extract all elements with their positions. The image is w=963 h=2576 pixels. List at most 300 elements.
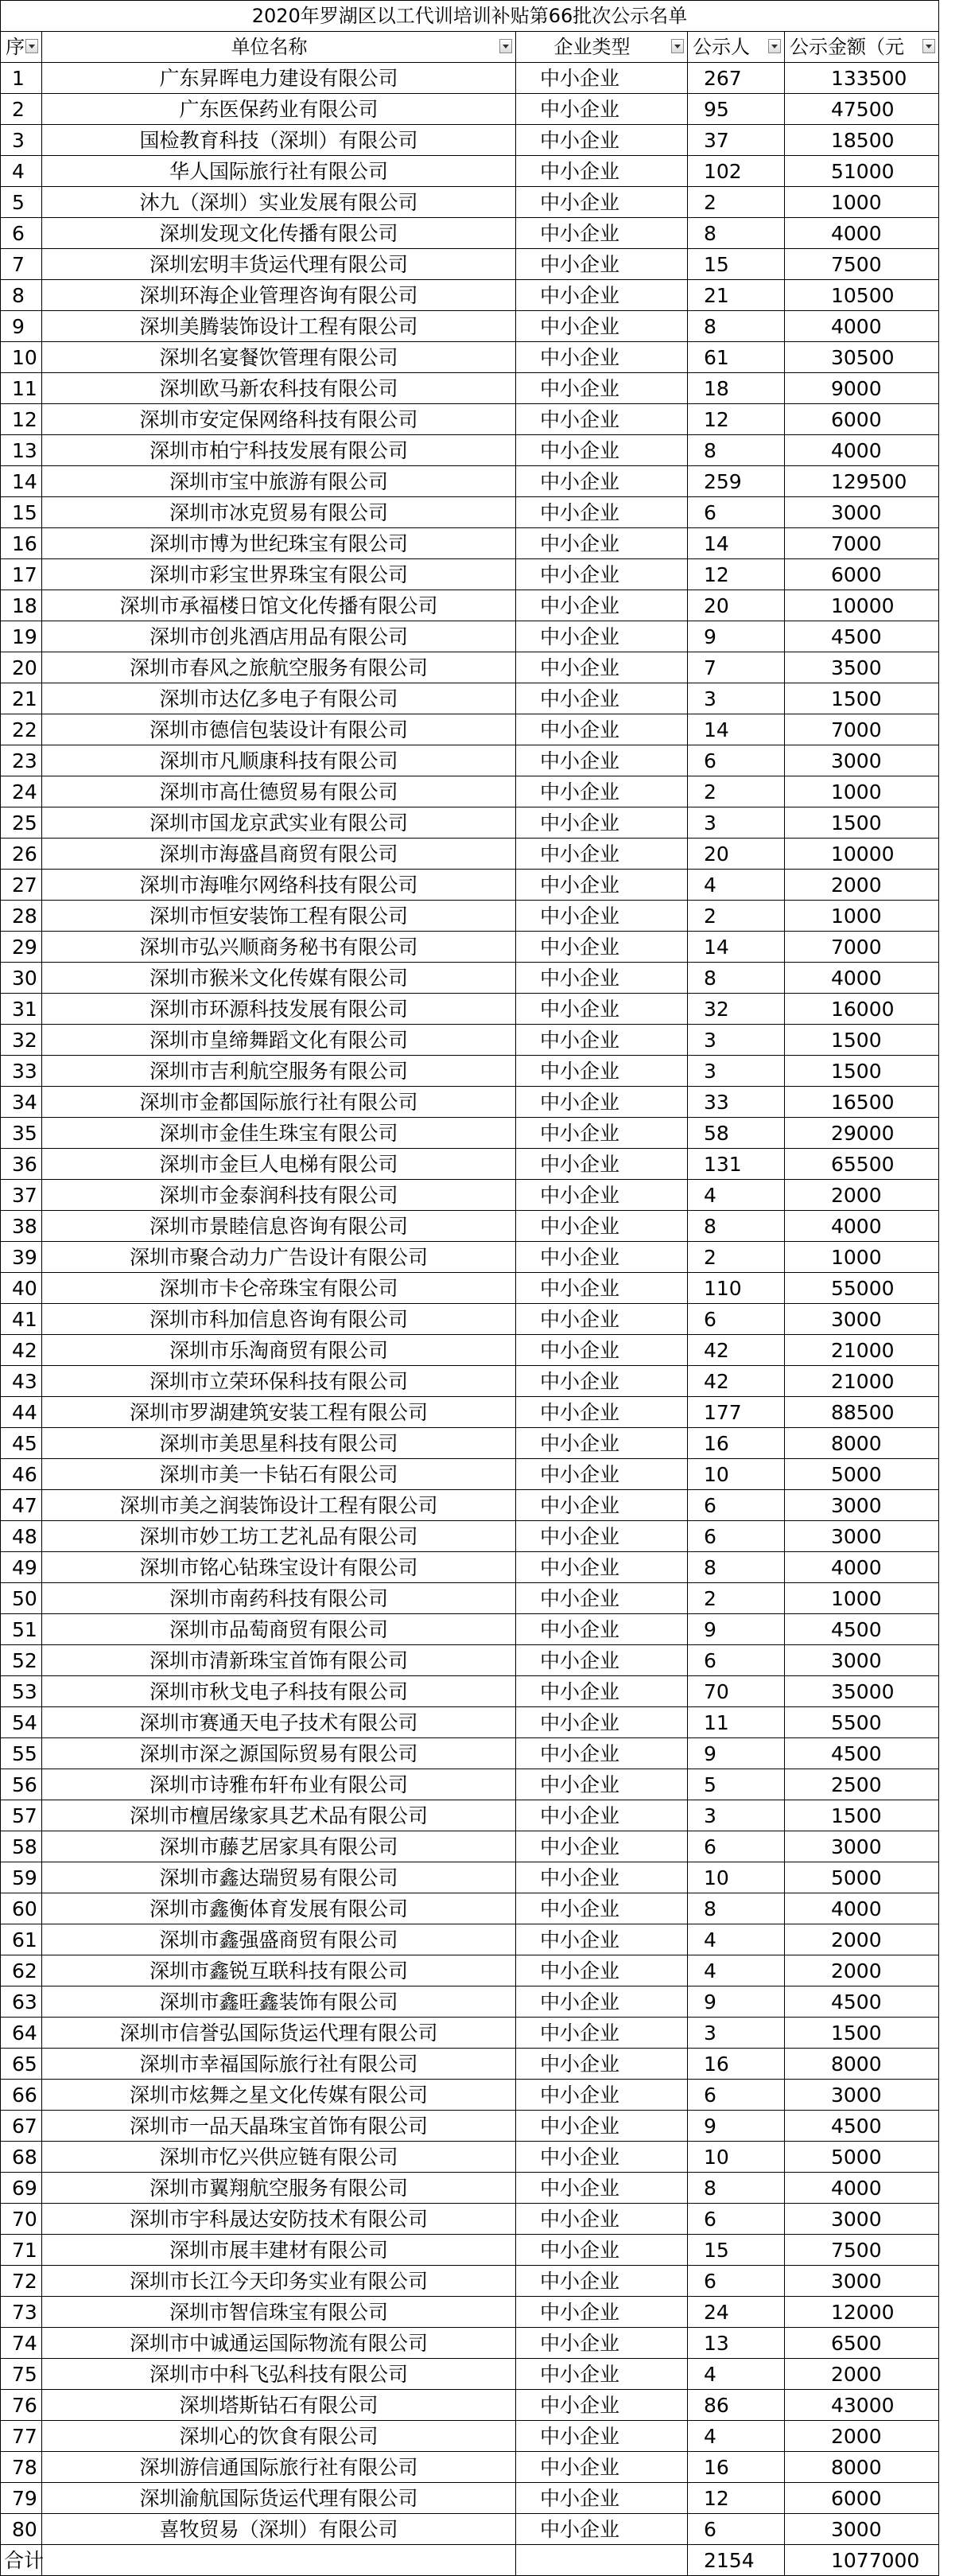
sheet-title: 2020年罗湖区以工代训培训补贴第66批次公示名单	[1, 1, 939, 32]
cell-amount: 6000	[785, 559, 939, 590]
cell-company-name: 深圳市立荣环保科技有限公司	[42, 1366, 516, 1397]
cell-amount: 5500	[785, 1707, 939, 1738]
cell-enterprise-type: 中小企业	[516, 1242, 688, 1273]
total-headcount: 2154	[688, 2545, 785, 2576]
cell-headcount: 6	[688, 497, 785, 528]
cell-company-name: 深圳市忆兴供应链有限公司	[42, 2142, 516, 2173]
cell-headcount: 177	[688, 1397, 785, 1428]
cell-amount: 1000	[785, 1242, 939, 1273]
cell-company-name: 深圳市智信珠宝有限公司	[42, 2297, 516, 2328]
cell-headcount: 4	[688, 1924, 785, 1955]
cell-amount: 2500	[785, 1769, 939, 1800]
table-row	[1, 1056, 939, 1087]
table-row	[1, 1335, 939, 1366]
cell-amount: 1000	[785, 1583, 939, 1614]
cell-enterprise-type: 中小企业	[516, 1924, 688, 1955]
table-row	[1, 1180, 939, 1211]
cell-index: 77	[1, 2421, 42, 2452]
cell-company-name: 深圳市卡仑帝珠宝有限公司	[42, 1273, 516, 1304]
cell-headcount: 6	[688, 1521, 785, 1552]
cell-enterprise-type: 中小企业	[516, 932, 688, 963]
cell-enterprise-type: 中小企业	[516, 1118, 688, 1149]
cell-headcount: 267	[688, 63, 785, 94]
cell-company-name: 深圳市彩宝世界珠宝有限公司	[42, 559, 516, 590]
cell-amount: 47500	[785, 94, 939, 125]
cell-headcount: 110	[688, 1273, 785, 1304]
cell-index: 14	[1, 466, 42, 497]
cell-amount: 2000	[785, 1924, 939, 1955]
cell-headcount: 8	[688, 218, 785, 249]
cell-company-name: 深圳市乐淘商贸有限公司	[42, 1335, 516, 1366]
cell-amount: 30500	[785, 342, 939, 373]
cell-company-name: 深圳发现文化传播有限公司	[42, 218, 516, 249]
cell-enterprise-type: 中小企业	[516, 1583, 688, 1614]
cell-index: 3	[1, 125, 42, 156]
cell-company-name: 深圳市金巨人电梯有限公司	[42, 1149, 516, 1180]
cell-index: 49	[1, 1552, 42, 1583]
cell-amount: 3000	[785, 1645, 939, 1676]
cell-enterprise-type: 中小企业	[516, 1428, 688, 1459]
cell-index: 9	[1, 311, 42, 342]
cell-company-name: 深圳市美思星科技有限公司	[42, 1428, 516, 1459]
filter-dropdown-icon[interactable]	[768, 39, 781, 53]
cell-headcount: 6	[688, 1645, 785, 1676]
cell-enterprise-type: 中小企业	[516, 2483, 688, 2514]
header-index	[1, 32, 42, 63]
table-row	[1, 1924, 939, 1955]
cell-amount: 1500	[785, 683, 939, 714]
cell-headcount: 131	[688, 1149, 785, 1180]
cell-headcount: 6	[688, 1490, 785, 1521]
cell-enterprise-type: 中小企业	[516, 1273, 688, 1304]
cell-index: 40	[1, 1273, 42, 1304]
cell-company-name: 深圳塔斯钻石有限公司	[42, 2390, 516, 2421]
cell-amount: 5000	[785, 2142, 939, 2173]
cell-enterprise-type: 中小企业	[516, 1707, 688, 1738]
cell-amount: 1500	[785, 807, 939, 839]
cell-headcount: 10	[688, 2142, 785, 2173]
cell-amount: 88500	[785, 1397, 939, 1428]
total-empty-cell	[516, 2545, 688, 2576]
filter-dropdown-icon[interactable]	[25, 39, 38, 53]
cell-company-name: 深圳市金泰润科技有限公司	[42, 1180, 516, 1211]
cell-headcount: 4	[688, 870, 785, 901]
cell-company-name: 喜牧贸易（深圳）有限公司	[42, 2514, 516, 2545]
cell-headcount: 18	[688, 373, 785, 404]
cell-company-name: 深圳市妙工坊工艺礼品有限公司	[42, 1521, 516, 1552]
cell-enterprise-type: 中小企业	[516, 621, 688, 652]
table-row	[1, 1955, 939, 1986]
cell-company-name: 深圳市鑫锐互联科技有限公司	[42, 1955, 516, 1986]
cell-company-name: 深圳市春风之旅航空服务有限公司	[42, 652, 516, 683]
table-row	[1, 342, 939, 373]
cell-headcount: 3	[688, 1800, 785, 1831]
cell-index: 62	[1, 1955, 42, 1986]
cell-company-name: 深圳市檀居缘家具艺术品有限公司	[42, 1800, 516, 1831]
cell-amount: 1500	[785, 1056, 939, 1087]
cell-index: 52	[1, 1645, 42, 1676]
table-row	[1, 466, 939, 497]
cell-company-name: 深圳市鑫旺鑫装饰有限公司	[42, 1986, 516, 2018]
cell-headcount: 3	[688, 1025, 785, 1056]
cell-enterprise-type: 中小企业	[516, 1211, 688, 1242]
cell-headcount: 14	[688, 714, 785, 745]
cell-headcount: 4	[688, 1955, 785, 1986]
cell-enterprise-type: 中小企业	[516, 2297, 688, 2328]
table-row	[1, 1738, 939, 1769]
cell-index: 64	[1, 2018, 42, 2049]
cell-amount: 4000	[785, 2173, 939, 2204]
cell-index: 41	[1, 1304, 42, 1335]
cell-headcount: 3	[688, 2018, 785, 2049]
cell-enterprise-type: 中小企业	[516, 1180, 688, 1211]
cell-company-name: 深圳欧马新农科技有限公司	[42, 373, 516, 404]
cell-amount: 3000	[785, 2204, 939, 2235]
table-row	[1, 1025, 939, 1056]
cell-headcount: 20	[688, 839, 785, 870]
cell-company-name: 深圳宏明丰货运代理有限公司	[42, 249, 516, 280]
cell-company-name: 深圳市达亿多电子有限公司	[42, 683, 516, 714]
table-row	[1, 776, 939, 807]
cell-index: 35	[1, 1118, 42, 1149]
cell-index: 15	[1, 497, 42, 528]
table-row	[1, 590, 939, 621]
cell-headcount: 3	[688, 1056, 785, 1087]
cell-amount: 4500	[785, 1986, 939, 2018]
cell-company-name: 华人国际旅行社有限公司	[42, 156, 516, 187]
cell-index: 20	[1, 652, 42, 683]
cell-amount: 35000	[785, 1676, 939, 1707]
cell-index: 12	[1, 404, 42, 435]
cell-enterprise-type: 中小企业	[516, 2173, 688, 2204]
cell-company-name: 深圳市幸福国际旅行社有限公司	[42, 2049, 516, 2080]
cell-headcount: 2	[688, 776, 785, 807]
cell-index: 23	[1, 745, 42, 776]
cell-enterprise-type: 中小企业	[516, 1397, 688, 1428]
cell-index: 44	[1, 1397, 42, 1428]
cell-headcount: 37	[688, 125, 785, 156]
cell-amount: 3000	[785, 2080, 939, 2111]
table-row	[1, 2080, 939, 2111]
cell-company-name: 深圳美腾装饰设计工程有限公司	[42, 311, 516, 342]
table-row	[1, 1366, 939, 1397]
table-row	[1, 1211, 939, 1242]
cell-enterprise-type: 中小企业	[516, 280, 688, 311]
cell-enterprise-type: 中小企业	[516, 2049, 688, 2080]
cell-enterprise-type: 中小企业	[516, 590, 688, 621]
cell-headcount: 21	[688, 280, 785, 311]
cell-index: 80	[1, 2514, 42, 2545]
cell-index: 57	[1, 1800, 42, 1831]
cell-company-name: 深圳市美一卡钻石有限公司	[42, 1459, 516, 1490]
cell-headcount: 3	[688, 683, 785, 714]
cell-enterprise-type: 中小企业	[516, 218, 688, 249]
table-row	[1, 1118, 939, 1149]
cell-headcount: 9	[688, 1986, 785, 2018]
table-row	[1, 373, 939, 404]
cell-index: 69	[1, 2173, 42, 2204]
cell-index: 66	[1, 2080, 42, 2111]
cell-company-name: 深圳市深之源国际贸易有限公司	[42, 1738, 516, 1769]
filter-dropdown-icon[interactable]	[922, 39, 935, 53]
cell-index: 25	[1, 807, 42, 839]
total-empty-cell	[42, 2545, 516, 2576]
table-row	[1, 1397, 939, 1428]
cell-headcount: 4	[688, 2359, 785, 2390]
cell-headcount: 2	[688, 1583, 785, 1614]
cell-enterprise-type: 中小企业	[516, 2142, 688, 2173]
cell-index: 75	[1, 2359, 42, 2390]
cell-amount: 12000	[785, 2297, 939, 2328]
cell-amount: 10000	[785, 839, 939, 870]
table-row	[1, 2297, 939, 2328]
cell-amount: 2000	[785, 1955, 939, 1986]
cell-company-name: 深圳市中诚通运国际物流有限公司	[42, 2328, 516, 2359]
cell-amount: 3000	[785, 2514, 939, 2545]
cell-company-name: 深圳市美之润装饰设计工程有限公司	[42, 1490, 516, 1521]
cell-index: 18	[1, 590, 42, 621]
cell-company-name: 深圳市信誉弘国际货运代理有限公司	[42, 2018, 516, 2049]
cell-headcount: 12	[688, 559, 785, 590]
cell-enterprise-type: 中小企业	[516, 1335, 688, 1366]
cell-amount: 3000	[785, 497, 939, 528]
cell-index: 6	[1, 218, 42, 249]
cell-amount: 3000	[785, 1521, 939, 1552]
cell-headcount: 9	[688, 621, 785, 652]
cell-amount: 1500	[785, 1800, 939, 1831]
table-row	[1, 1242, 939, 1273]
cell-enterprise-type: 中小企业	[516, 2080, 688, 2111]
cell-index: 8	[1, 280, 42, 311]
cell-index: 27	[1, 870, 42, 901]
cell-enterprise-type: 中小企业	[516, 1831, 688, 1862]
cell-company-name: 深圳市恒安装饰工程有限公司	[42, 901, 516, 932]
cell-index: 30	[1, 963, 42, 994]
table-row	[1, 1707, 939, 1738]
cell-company-name: 沐九（深圳）实业发展有限公司	[42, 187, 516, 218]
cell-enterprise-type: 中小企业	[516, 373, 688, 404]
header-type-label: 企业类型	[553, 35, 631, 58]
cell-enterprise-type: 中小企业	[516, 2514, 688, 2545]
cell-headcount: 8	[688, 1552, 785, 1583]
cell-amount: 1000	[785, 901, 939, 932]
cell-enterprise-type: 中小企业	[516, 2359, 688, 2390]
cell-index: 46	[1, 1459, 42, 1490]
table-row	[1, 249, 939, 280]
table-row	[1, 2018, 939, 2049]
cell-company-name: 深圳市长江今天印务实业有限公司	[42, 2266, 516, 2297]
cell-company-name: 深圳市品萄商贸有限公司	[42, 1614, 516, 1645]
cell-index: 70	[1, 2204, 42, 2235]
cell-amount: 55000	[785, 1273, 939, 1304]
table-row	[1, 2173, 939, 2204]
cell-headcount: 2	[688, 1242, 785, 1273]
cell-index: 2	[1, 94, 42, 125]
total-row	[1, 2545, 939, 2576]
cell-headcount: 10	[688, 1862, 785, 1893]
table-row	[1, 218, 939, 249]
table-row	[1, 2390, 939, 2421]
cell-company-name: 深圳环海企业管理咨询有限公司	[42, 280, 516, 311]
cell-company-name: 深圳渝航国际货运代理有限公司	[42, 2483, 516, 2514]
table-row	[1, 1862, 939, 1893]
cell-amount: 2000	[785, 2359, 939, 2390]
table-row	[1, 2111, 939, 2142]
cell-headcount: 16	[688, 1428, 785, 1459]
table-row	[1, 1986, 939, 2018]
cell-company-name: 深圳市翼翔航空服务有限公司	[42, 2173, 516, 2204]
table-row	[1, 1428, 939, 1459]
cell-enterprise-type: 中小企业	[516, 870, 688, 901]
cell-index: 79	[1, 2483, 42, 2514]
cell-index: 53	[1, 1676, 42, 1707]
cell-company-name: 深圳市吉利航空服务有限公司	[42, 1056, 516, 1087]
cell-company-name: 深圳市赛通天电子技术有限公司	[42, 1707, 516, 1738]
table-row	[1, 1459, 939, 1490]
cell-enterprise-type: 中小企业	[516, 528, 688, 559]
cell-amount: 1500	[785, 1025, 939, 1056]
cell-enterprise-type: 中小企业	[516, 1025, 688, 1056]
cell-index: 11	[1, 373, 42, 404]
table-row	[1, 2483, 939, 2514]
cell-amount: 133500	[785, 63, 939, 94]
cell-index: 59	[1, 1862, 42, 1893]
cell-enterprise-type: 中小企业	[516, 1490, 688, 1521]
cell-company-name: 深圳市安定保网络科技有限公司	[42, 404, 516, 435]
cell-headcount: 6	[688, 2514, 785, 2545]
cell-enterprise-type: 中小企业	[516, 1521, 688, 1552]
cell-headcount: 259	[688, 466, 785, 497]
cell-amount: 3000	[785, 1490, 939, 1521]
filter-dropdown-icon[interactable]	[499, 39, 512, 53]
header-index-label: 序	[6, 35, 25, 58]
cell-headcount: 7	[688, 652, 785, 683]
cell-company-name: 深圳市展丰建材有限公司	[42, 2235, 516, 2266]
cell-company-name: 深圳市弘兴顺商务秘书有限公司	[42, 932, 516, 963]
cell-headcount: 6	[688, 2266, 785, 2297]
cell-index: 31	[1, 994, 42, 1025]
table-row	[1, 1087, 939, 1118]
total-amount: 1077000	[785, 2545, 939, 2576]
cell-index: 29	[1, 932, 42, 963]
filter-dropdown-icon[interactable]	[671, 39, 684, 53]
cell-company-name: 深圳市一品天晶珠宝首饰有限公司	[42, 2111, 516, 2142]
cell-headcount: 42	[688, 1366, 785, 1397]
cell-company-name: 深圳市秋戈电子科技有限公司	[42, 1676, 516, 1707]
cell-headcount: 8	[688, 2173, 785, 2204]
cell-index: 36	[1, 1149, 42, 1180]
cell-enterprise-type: 中小企业	[516, 714, 688, 745]
cell-company-name: 国检教育科技（深圳）有限公司	[42, 125, 516, 156]
cell-index: 22	[1, 714, 42, 745]
cell-enterprise-type: 中小企业	[516, 1800, 688, 1831]
table-row	[1, 404, 939, 435]
cell-enterprise-type: 中小企业	[516, 249, 688, 280]
cell-headcount: 2	[688, 901, 785, 932]
cell-enterprise-type: 中小企业	[516, 1986, 688, 2018]
cell-headcount: 4	[688, 1180, 785, 1211]
cell-company-name: 深圳市猴米文化传媒有限公司	[42, 963, 516, 994]
cell-index: 68	[1, 2142, 42, 2173]
cell-amount: 3500	[785, 652, 939, 683]
cell-headcount: 5	[688, 1769, 785, 1800]
cell-company-name: 深圳市鑫强盛商贸有限公司	[42, 1924, 516, 1955]
cell-headcount: 8	[688, 963, 785, 994]
cell-company-name: 深圳市创兆酒店用品有限公司	[42, 621, 516, 652]
cell-enterprise-type: 中小企业	[516, 776, 688, 807]
cell-enterprise-type: 中小企业	[516, 497, 688, 528]
cell-enterprise-type: 中小企业	[516, 807, 688, 839]
cell-amount: 16000	[785, 994, 939, 1025]
cell-enterprise-type: 中小企业	[516, 1614, 688, 1645]
cell-amount: 4000	[785, 1552, 939, 1583]
cell-company-name: 深圳市宇科晟达安防技术有限公司	[42, 2204, 516, 2235]
table-row	[1, 2421, 939, 2452]
cell-amount: 7500	[785, 249, 939, 280]
cell-index: 61	[1, 1924, 42, 1955]
cell-index: 38	[1, 1211, 42, 1242]
table-row	[1, 1893, 939, 1924]
cell-enterprise-type: 中小企业	[516, 94, 688, 125]
cell-company-name: 深圳市凡顺康科技有限公司	[42, 745, 516, 776]
cell-headcount: 32	[688, 994, 785, 1025]
cell-company-name: 深圳市博为世纪珠宝有限公司	[42, 528, 516, 559]
cell-enterprise-type: 中小企业	[516, 63, 688, 94]
cell-enterprise-type: 中小企业	[516, 1304, 688, 1335]
cell-index: 55	[1, 1738, 42, 1769]
cell-amount: 6000	[785, 404, 939, 435]
cell-enterprise-type: 中小企业	[516, 1769, 688, 1800]
cell-index: 72	[1, 2266, 42, 2297]
table-row	[1, 901, 939, 932]
cell-enterprise-type: 中小企业	[516, 2452, 688, 2483]
cell-headcount: 4	[688, 2421, 785, 2452]
cell-amount: 8000	[785, 2452, 939, 2483]
cell-enterprise-type: 中小企业	[516, 2328, 688, 2359]
table-row	[1, 1521, 939, 1552]
table-row	[1, 497, 939, 528]
cell-amount: 5000	[785, 1862, 939, 1893]
title-row	[1, 1, 939, 32]
cell-enterprise-type: 中小企业	[516, 1056, 688, 1087]
cell-company-name: 深圳市南药科技有限公司	[42, 1583, 516, 1614]
cell-company-name: 深圳市鑫衡体育发展有限公司	[42, 1893, 516, 1924]
cell-amount: 3000	[785, 2266, 939, 2297]
cell-headcount: 6	[688, 2204, 785, 2235]
table-row	[1, 714, 939, 745]
cell-enterprise-type: 中小企业	[516, 652, 688, 683]
cell-amount: 129500	[785, 466, 939, 497]
cell-index: 48	[1, 1521, 42, 1552]
cell-enterprise-type: 中小企业	[516, 2266, 688, 2297]
cell-headcount: 61	[688, 342, 785, 373]
cell-headcount: 3	[688, 807, 785, 839]
table-row	[1, 932, 939, 963]
cell-enterprise-type: 中小企业	[516, 745, 688, 776]
cell-index: 54	[1, 1707, 42, 1738]
header-count-label: 公示人	[693, 35, 750, 58]
cell-index: 26	[1, 839, 42, 870]
table-row	[1, 1831, 939, 1862]
table-row	[1, 1583, 939, 1614]
cell-index: 51	[1, 1614, 42, 1645]
cell-amount: 4000	[785, 963, 939, 994]
cell-headcount: 9	[688, 2111, 785, 2142]
table-row	[1, 1676, 939, 1707]
cell-index: 58	[1, 1831, 42, 1862]
cell-amount: 8000	[785, 1428, 939, 1459]
cell-index: 78	[1, 2452, 42, 2483]
